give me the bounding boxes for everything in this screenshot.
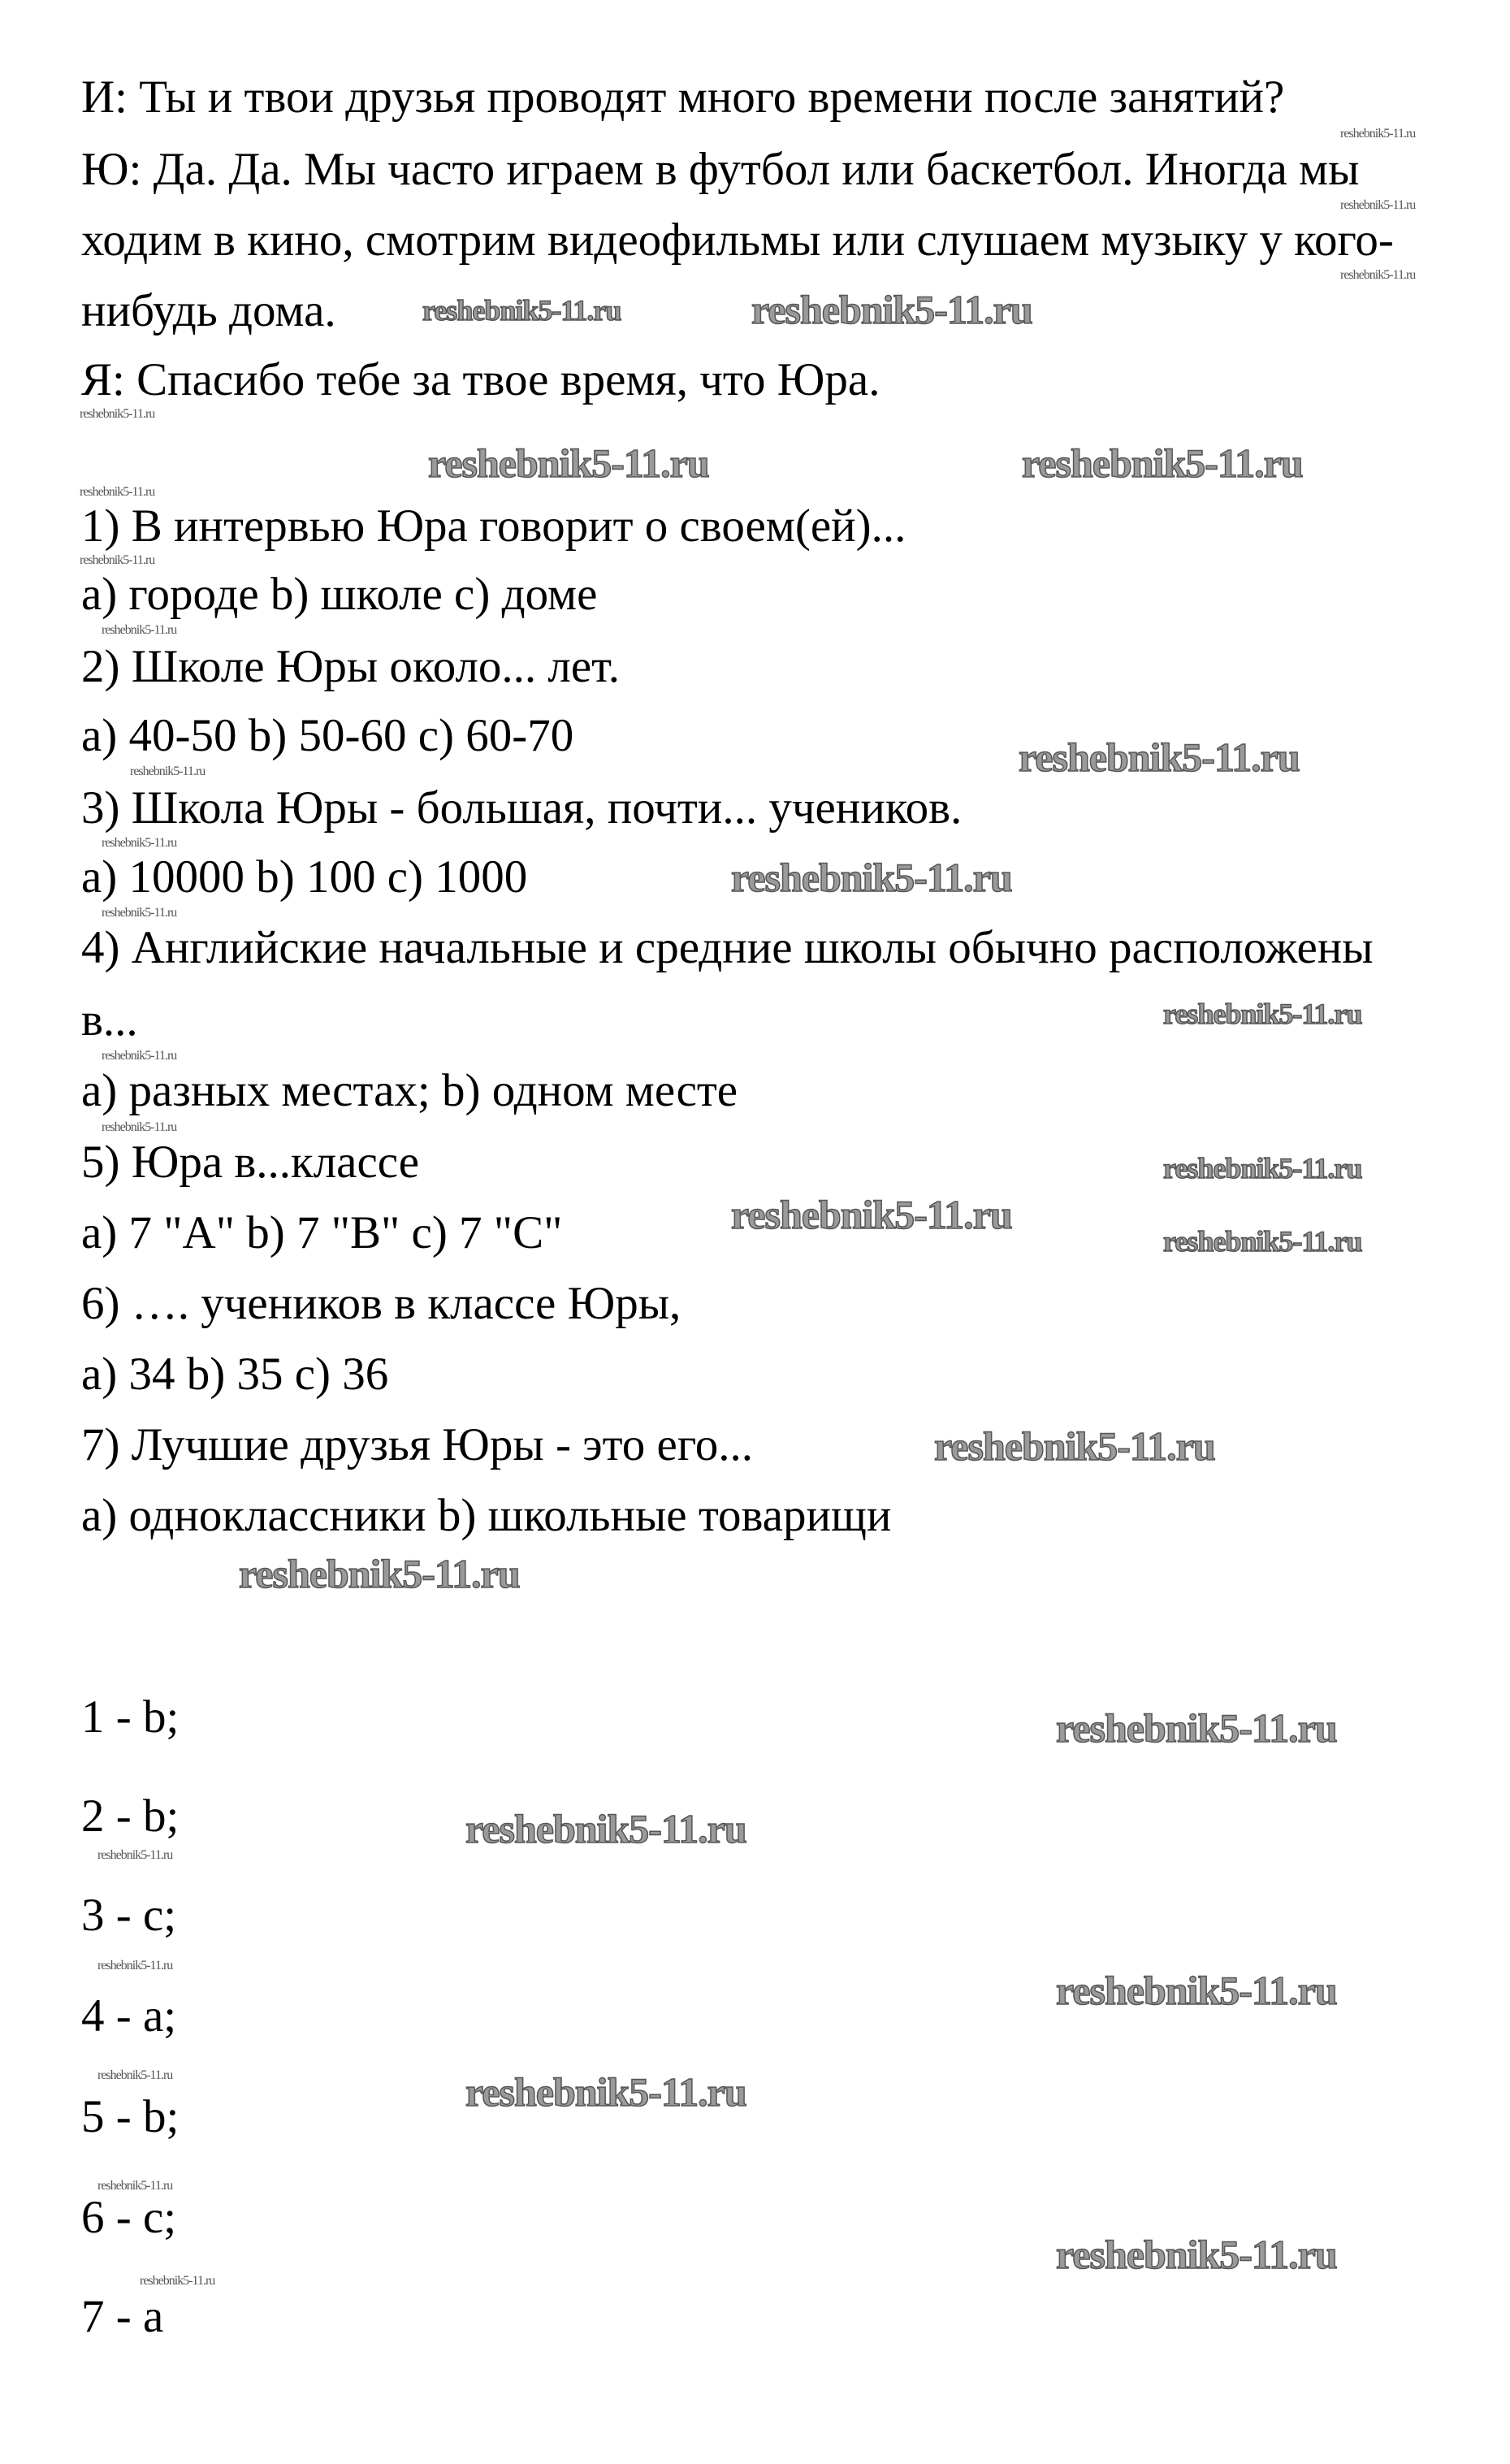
watermark: reshebnik5-11.ru	[731, 1192, 1012, 1237]
answer: 7 - a	[81, 2291, 164, 2342]
options: a) 40-50 b) 50-60 c) 60-70	[81, 710, 574, 761]
dialogue-line: И: Ты и твои друзья проводят много времени после занятий?	[81, 71, 1285, 123]
options: a) 10000 b) 100 c) 1000	[81, 851, 528, 903]
watermark: reshebnik5-11.ru	[465, 2069, 746, 2115]
watermark: reshebnik5-11.ru	[97, 1848, 173, 1862]
watermark: reshebnik5-11.ru	[1056, 2232, 1337, 2277]
dialogue-line: нибудь дома.	[81, 285, 336, 336]
watermark: reshebnik5-11.ru	[239, 1551, 520, 1596]
dialogue-line: Ю: Да. Да. Мы часто играем в футбол или баскетбол. Иногда мы	[81, 144, 1360, 195]
question: 3) Школа Юры - большая, почти... учеников.	[81, 782, 963, 834]
watermark: reshebnik5-11.ru	[1340, 198, 1416, 212]
watermark: reshebnik5-11.ru	[1022, 440, 1303, 486]
watermark: reshebnik5-11.ru	[102, 836, 177, 850]
watermark: reshebnik5-11.ru	[102, 906, 177, 920]
watermark: reshebnik5-11.ru	[102, 1049, 177, 1063]
watermark: reshebnik5-11.ru	[1056, 1968, 1337, 2013]
answer: 5 - b;	[81, 2091, 180, 2142]
watermark: reshebnik5-11.ru	[80, 407, 155, 421]
options: a) 34 b) 35 c) 36	[81, 1349, 389, 1400]
watermark: reshebnik5-11.ru	[1340, 268, 1416, 282]
question: 5) Юра в...классе	[81, 1137, 420, 1188]
watermark: reshebnik5-11.ru	[1019, 734, 1300, 780]
answer: 6 - c;	[81, 2192, 177, 2243]
question: 1) В интервью Юра говорит о своем(ей)...	[81, 500, 906, 552]
question: 6) …. учеников в классе Юры,	[81, 1278, 681, 1329]
question: 7) Лучшие друзья Юры - это его...	[81, 1419, 754, 1470]
watermark: reshebnik5-11.ru	[428, 440, 709, 486]
watermark: reshebnik5-11.ru	[422, 294, 621, 327]
question: 4) Английские начальные и средние школы обычно расположены	[81, 922, 1374, 973]
watermark: reshebnik5-11.ru	[97, 2068, 173, 2082]
dialogue-line: Я: Спасибо тебе за твое время, что Юра.	[81, 354, 880, 405]
answer: 4 - a;	[81, 1990, 177, 2042]
watermark: reshebnik5-11.ru	[465, 1806, 746, 1851]
answer: 1 - b;	[81, 1691, 180, 1743]
watermark: reshebnik5-11.ru	[140, 2274, 215, 2288]
watermark: reshebnik5-11.ru	[102, 623, 177, 637]
watermark: reshebnik5-11.ru	[751, 287, 1032, 332]
options: a) разных местах; b) одном месте	[81, 1065, 738, 1116]
options: a) городе b) школе c) доме	[81, 569, 598, 620]
watermark: reshebnik5-11.ru	[934, 1423, 1215, 1469]
watermark: reshebnik5-11.ru	[97, 2179, 173, 2193]
watermark: reshebnik5-11.ru	[130, 764, 206, 778]
dialogue-line: ходим в кино, смотрим видеофильмы или слушаем музыку у кого-	[81, 214, 1394, 266]
question: в...	[81, 994, 138, 1046]
options: a) одноклассники b) школьные товарищи	[81, 1490, 892, 1541]
watermark: reshebnik5-11.ru	[80, 553, 155, 567]
watermark: reshebnik5-11.ru	[1163, 998, 1362, 1030]
watermark: reshebnik5-11.ru	[97, 1959, 173, 1972]
answer: 3 - c;	[81, 1890, 177, 1941]
watermark: reshebnik5-11.ru	[731, 855, 1012, 900]
watermark: reshebnik5-11.ru	[1163, 1225, 1362, 1258]
watermark: reshebnik5-11.ru	[80, 485, 155, 499]
watermark: reshebnik5-11.ru	[1163, 1152, 1362, 1184]
watermark: reshebnik5-11.ru	[102, 1120, 177, 1134]
options: a) 7 "A" b) 7 "B" c) 7 "C"	[81, 1207, 563, 1258]
question: 2) Школе Юры около... лет.	[81, 641, 621, 692]
watermark: reshebnik5-11.ru	[1056, 1705, 1337, 1751]
watermark: reshebnik5-11.ru	[1340, 127, 1416, 141]
answer: 2 - b;	[81, 1791, 180, 1842]
